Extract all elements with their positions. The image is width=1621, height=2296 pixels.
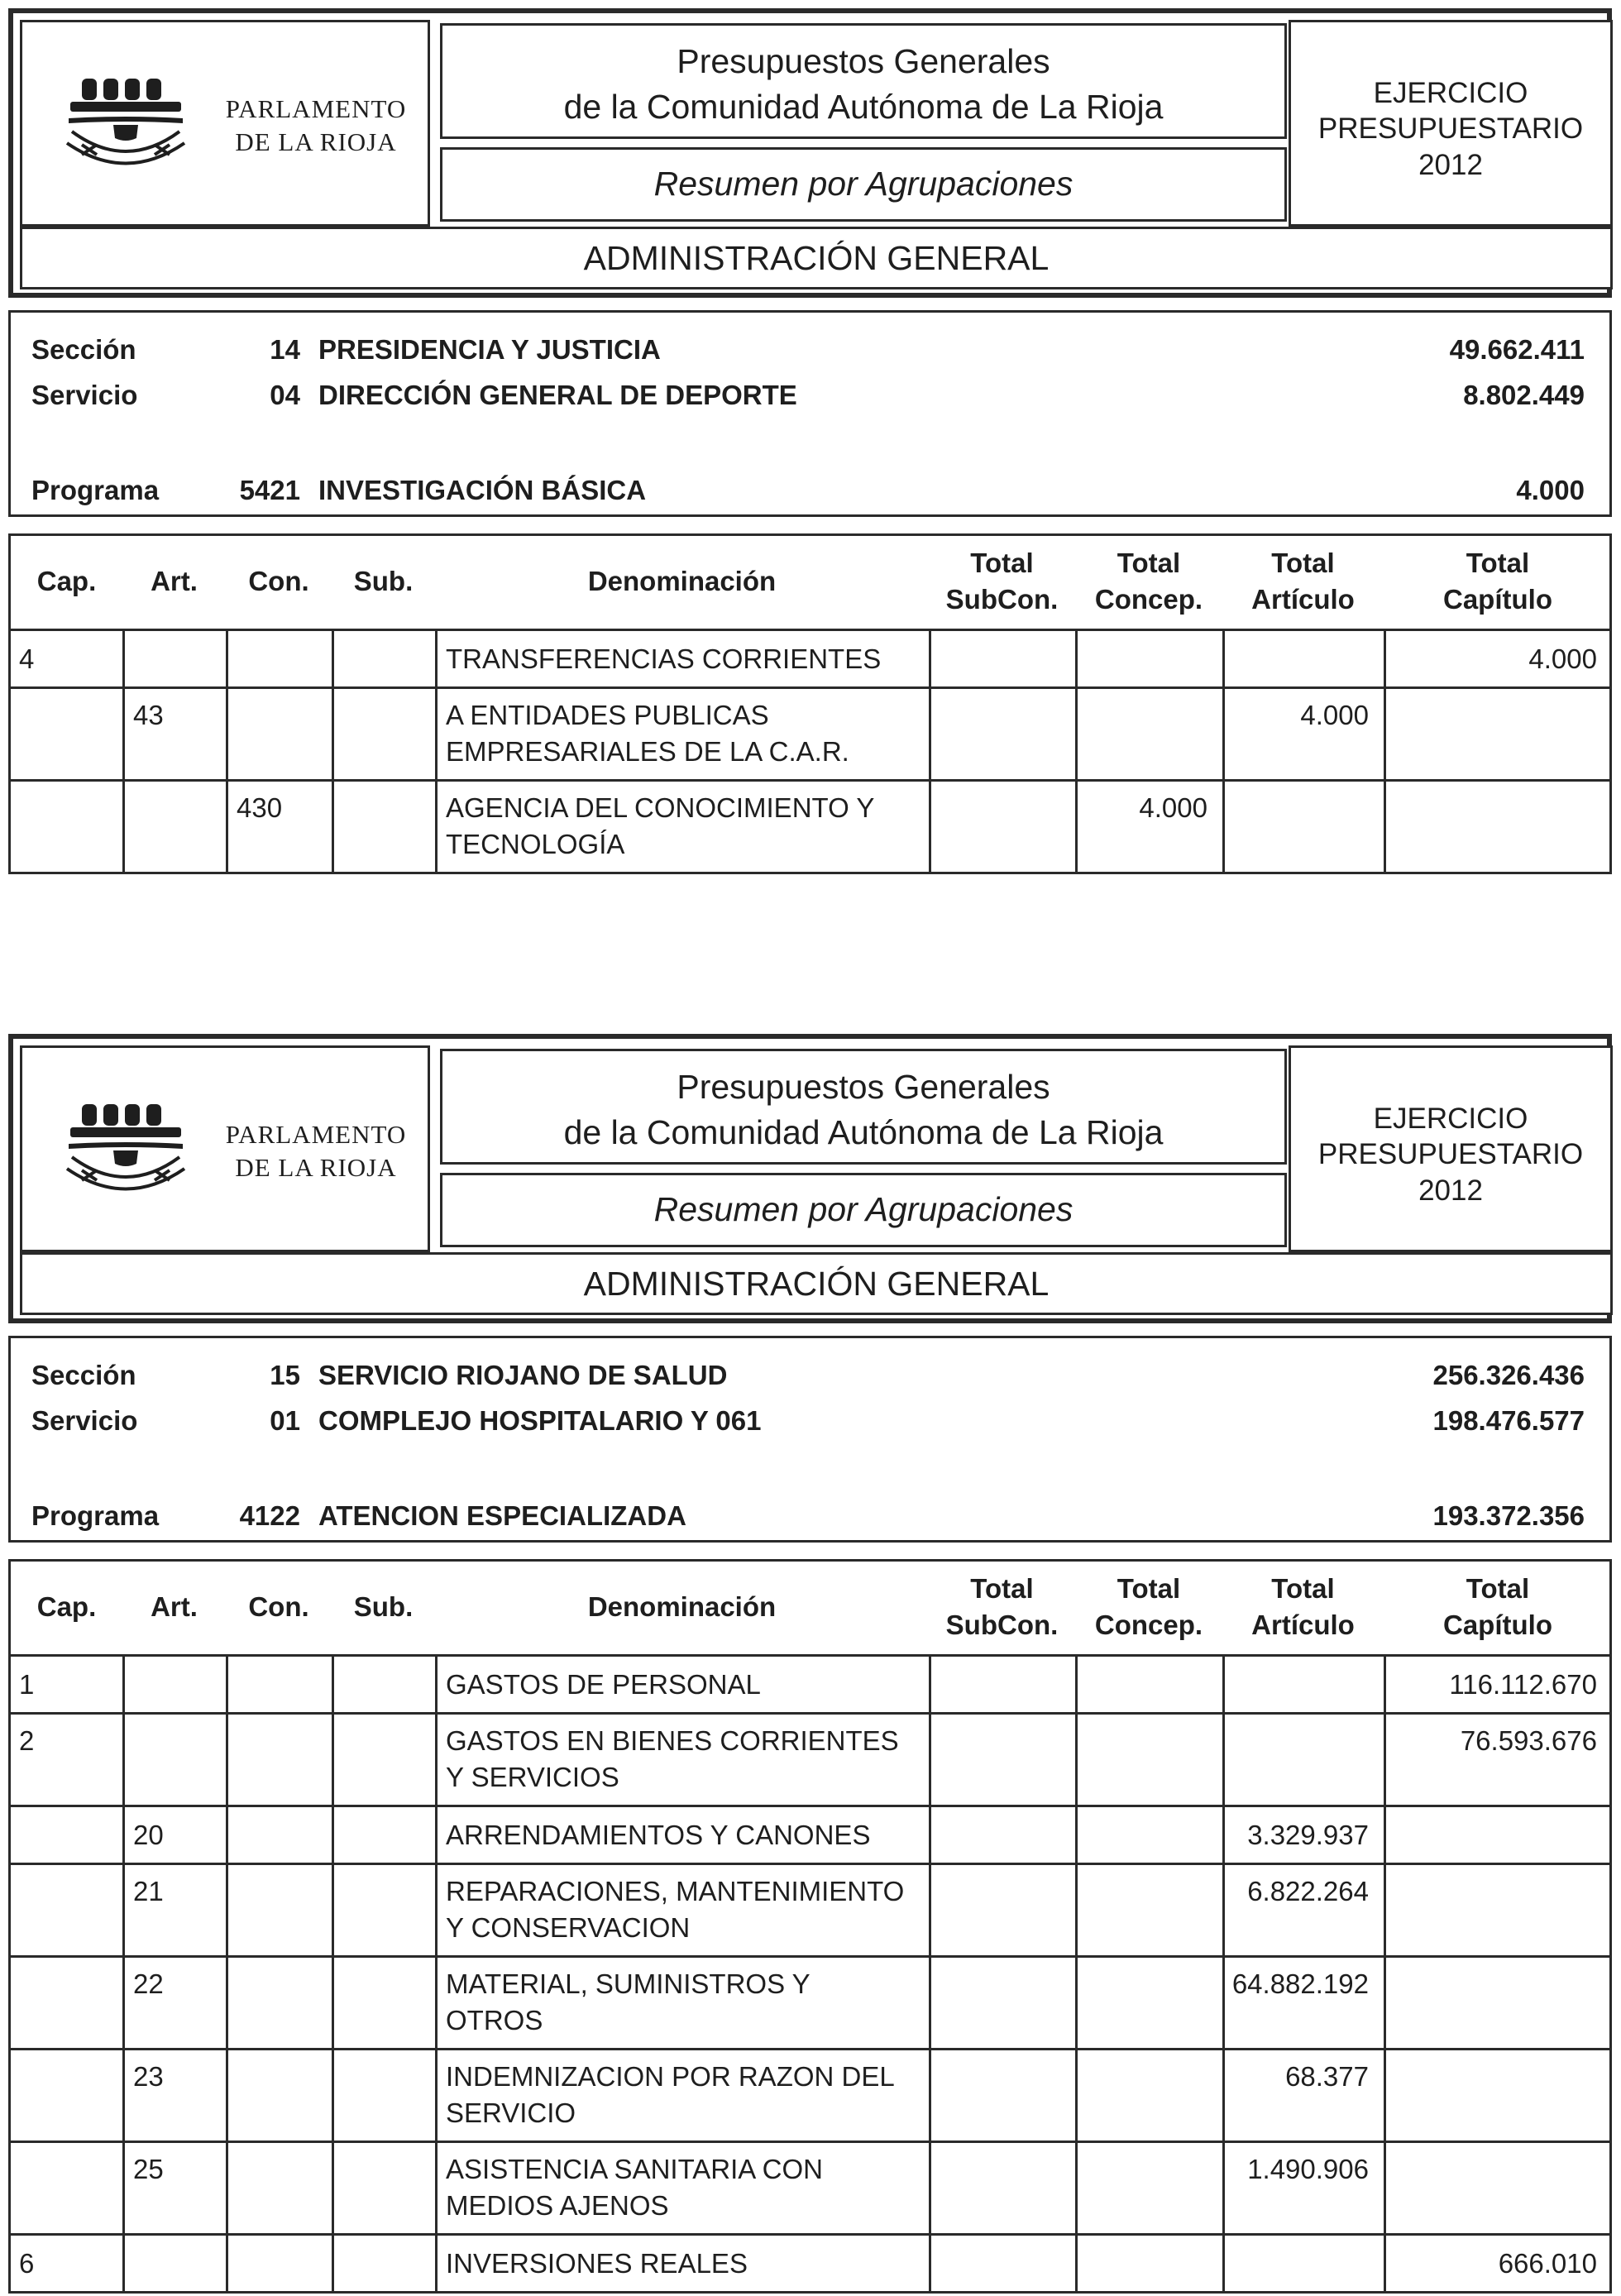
servicio-label: Servicio	[31, 1405, 138, 1436]
row-total-capitulo: 666.010	[1498, 2248, 1597, 2279]
row-denominacion-cell	[435, 1657, 929, 1712]
row-total-articulo-cell	[1222, 689, 1384, 779]
budget-block	[0, 0, 1621, 1017]
row-cap: 4	[19, 643, 35, 674]
logo-text	[200, 1118, 432, 1184]
row-denominacion-cell	[435, 2143, 929, 2233]
row-total-subcon-cell	[929, 2143, 1075, 2233]
table-row	[11, 631, 1609, 689]
row-total-articulo: 68.377	[1285, 2061, 1369, 2092]
table-row	[11, 782, 1609, 874]
row-denominacion: ARRENDAMIENTOS Y CANONES	[446, 1820, 871, 1850]
row-con-cell	[226, 1715, 332, 1805]
servicio-row	[11, 379, 1609, 412]
row-denominacion: MATERIAL, SUMINISTROS Y OTROS	[446, 1968, 810, 2035]
row-sub-cell	[332, 2143, 435, 2233]
table-header	[11, 1562, 1609, 1657]
row-total-capitulo-cell	[1384, 631, 1612, 686]
col-con	[226, 1562, 332, 1654]
col-capitulo-label: Capítulo	[1443, 584, 1552, 615]
row-art-cell	[122, 1865, 226, 1955]
col-articulo-label: Artículo	[1251, 1610, 1355, 1640]
page-header	[8, 8, 1612, 298]
ejercicio-box	[1289, 1045, 1613, 1252]
row-total-subcon-cell	[929, 1958, 1075, 2048]
programa-label: Programa	[31, 1500, 160, 1531]
row-total-subcon-cell	[929, 689, 1075, 779]
table-row	[11, 2050, 1609, 2143]
row-total-subcon-cell	[929, 2050, 1075, 2141]
col-art	[122, 1562, 226, 1654]
row-total-capitulo-cell	[1384, 1865, 1612, 1955]
seccion-name: PRESIDENCIA Y JUSTICIA	[318, 334, 661, 365]
title-box	[440, 1049, 1287, 1165]
col-total-label: Total	[1466, 1573, 1530, 1604]
seccion-code: 15	[270, 1360, 300, 1390]
row-cap-cell	[11, 1807, 122, 1863]
col-con-label: Con.	[248, 566, 309, 596]
ejercicio-year: 2012	[1418, 149, 1483, 181]
seccion-code: 14	[270, 334, 300, 365]
budget-block	[0, 1026, 1621, 2279]
row-sub-cell	[332, 1715, 435, 1805]
row-total-subcon-cell	[929, 1657, 1075, 1712]
col-total-subcon	[929, 536, 1075, 629]
row-sub-cell	[332, 1865, 435, 1955]
row-total-concep-cell	[1075, 1807, 1222, 1863]
col-total-capitulo	[1384, 1562, 1612, 1654]
programa-name: INVESTIGACIÓN BÁSICA	[318, 475, 647, 505]
row-art-cell	[122, 1958, 226, 2048]
row-denominacion: GASTOS EN BIENES CORRIENTES Y SERVICIOS	[446, 1725, 899, 1792]
row-art: 22	[133, 1968, 164, 1999]
col-art	[122, 536, 226, 629]
row-con-cell	[226, 2143, 332, 2233]
col-cap	[11, 536, 122, 629]
row-total-capitulo-cell	[1384, 1715, 1612, 1805]
logo-text	[200, 93, 432, 159]
ejercicio-year: 2012	[1418, 1174, 1483, 1207]
section-info	[8, 1336, 1612, 1543]
row-sub-cell	[332, 2236, 435, 2291]
row-cap-cell	[11, 1715, 122, 1805]
servicio-code: 01	[270, 1405, 300, 1436]
row-art-cell	[122, 782, 226, 872]
row-art-cell	[122, 2050, 226, 2141]
servicio-amount: 198.476.577	[1432, 1405, 1585, 1436]
row-cap-cell	[11, 1865, 122, 1955]
servicio-name: DIRECCIÓN GENERAL DE DEPORTE	[318, 380, 797, 410]
row-total-articulo: 4.000	[1300, 700, 1369, 730]
table-row	[11, 1657, 1609, 1715]
administracion-label: ADMINISTRACIÓN GENERAL	[583, 239, 1050, 277]
col-cap-label: Cap.	[36, 566, 97, 596]
row-con-cell	[226, 1958, 332, 2048]
programa-code: 4122	[239, 1500, 300, 1531]
col-concep-label: Concep.	[1094, 1610, 1203, 1640]
row-cap-cell	[11, 1958, 122, 2048]
row-con-cell	[226, 1657, 332, 1712]
row-denominacion: TRANSFERENCIAS CORRIENTES	[446, 643, 882, 674]
row-denominacion-cell	[435, 689, 929, 779]
col-con	[226, 536, 332, 629]
row-con-cell	[226, 631, 332, 686]
table-row	[11, 2236, 1609, 2294]
row-denominacion: INDEMNIZACION POR RAZON DEL SERVICIO	[446, 2061, 895, 2128]
ejercicio-line-2: PRESUPUESTARIO	[1317, 112, 1584, 145]
subtitle: Resumen por Agrupaciones	[653, 165, 1073, 203]
logo-line-1: PARLAMENTO	[225, 94, 407, 123]
row-denominacion: REPARACIONES, MANTENIMIENTO Y CONSERVACION	[446, 1876, 905, 1943]
title-line-2: de la Comunidad Autónoma de La Rioja	[563, 88, 1164, 126]
row-total-capitulo-cell	[1384, 2143, 1612, 2233]
col-total-label: Total	[970, 548, 1034, 578]
row-total-articulo-cell	[1222, 1807, 1384, 1863]
seccion-row	[11, 333, 1609, 366]
row-total-subcon-cell	[929, 1715, 1075, 1805]
seccion-name: SERVICIO RIOJANO DE SALUD	[318, 1360, 728, 1390]
programa-label: Programa	[31, 475, 160, 505]
col-denominacion-label: Denominación	[587, 566, 777, 596]
row-total-concep-cell	[1075, 1958, 1222, 2048]
col-total-label: Total	[1117, 548, 1181, 578]
servicio-row	[11, 1404, 1609, 1437]
row-total-capitulo-cell	[1384, 1807, 1612, 1863]
col-sub-label: Sub.	[353, 1591, 414, 1622]
row-total-concep-cell	[1075, 782, 1222, 872]
logo-line-2: DE LA RIOJA	[235, 1153, 397, 1182]
col-total-subcon	[929, 1562, 1075, 1654]
row-art: 20	[133, 1820, 164, 1850]
row-total-articulo: 64.882.192	[1231, 1968, 1369, 1999]
col-art-label: Art.	[151, 566, 198, 596]
logo-box	[20, 1045, 430, 1252]
col-total-label: Total	[970, 1573, 1034, 1604]
row-con-cell	[226, 2236, 332, 2291]
col-sub-label: Sub.	[353, 566, 414, 596]
servicio-code: 04	[270, 380, 300, 410]
row-con-cell	[226, 2050, 332, 2141]
row-denominacion-cell	[435, 782, 929, 872]
row-art-cell	[122, 1807, 226, 1863]
row-total-articulo: 6.822.264	[1247, 1876, 1369, 1906]
title-box	[440, 23, 1287, 139]
row-denominacion-cell	[435, 1807, 929, 1863]
subtitle-box	[440, 147, 1287, 222]
row-total-capitulo: 116.112.670	[1449, 1669, 1597, 1700]
row-cap: 1	[19, 1669, 35, 1700]
table-row	[11, 689, 1609, 782]
row-sub-cell	[332, 1657, 435, 1712]
ejercicio-line-1: EJERCICIO	[1373, 77, 1528, 109]
col-total-capitulo	[1384, 536, 1612, 629]
row-total-capitulo-cell	[1384, 1657, 1612, 1712]
row-sub-cell	[332, 1807, 435, 1863]
col-subcon-label: SubCon.	[945, 584, 1059, 615]
table-row	[11, 1807, 1609, 1865]
seccion-amount: 49.662.411	[1449, 334, 1585, 365]
row-total-capitulo: 76.593.676	[1460, 1725, 1597, 1756]
logo-box	[20, 20, 430, 227]
row-total-subcon-cell	[929, 1807, 1075, 1863]
row-cap: 6	[19, 2248, 35, 2279]
row-art-cell	[122, 2143, 226, 2233]
servicio-amount: 8.802.449	[1463, 380, 1585, 410]
row-total-articulo-cell	[1222, 1657, 1384, 1712]
row-sub-cell	[332, 2050, 435, 2141]
programa-code: 5421	[239, 475, 300, 505]
row-cap: 2	[19, 1725, 35, 1756]
row-total-articulo-cell	[1222, 1958, 1384, 2048]
row-sub-cell	[332, 1958, 435, 2048]
title-line-2: de la Comunidad Autónoma de La Rioja	[563, 1113, 1164, 1151]
row-con: 430	[237, 792, 283, 823]
row-total-capitulo-cell	[1384, 689, 1612, 779]
row-con-cell	[226, 782, 332, 872]
administracion-box	[20, 1252, 1613, 1315]
col-total-concep	[1075, 536, 1222, 629]
row-total-capitulo-cell	[1384, 782, 1612, 872]
seccion-label: Sección	[31, 334, 136, 365]
col-articulo-label: Artículo	[1251, 584, 1355, 615]
col-total-label: Total	[1466, 548, 1530, 578]
row-total-concep: 4.000	[1139, 792, 1207, 823]
col-denominacion-label: Denominación	[587, 1591, 777, 1622]
row-denominacion-cell	[435, 2050, 929, 2141]
administracion-label: ADMINISTRACIÓN GENERAL	[583, 1265, 1050, 1303]
row-denominacion: INVERSIONES REALES	[446, 2248, 748, 2279]
ejercicio-line-2: PRESUPUESTARIO	[1317, 1138, 1584, 1170]
col-con-label: Con.	[248, 1591, 309, 1622]
row-cap-cell	[11, 2050, 122, 2141]
ejercicio-box	[1289, 20, 1613, 227]
row-total-concep-cell	[1075, 631, 1222, 686]
administracion-box	[20, 227, 1613, 289]
row-art: 43	[133, 700, 164, 730]
table-row	[11, 1958, 1609, 2050]
row-denominacion: AGENCIA DEL CONOCIMIENTO Y TECNOLOGÍA	[446, 792, 875, 859]
table-body	[11, 631, 1609, 874]
col-total-label: Total	[1271, 548, 1335, 578]
row-art: 21	[133, 1876, 164, 1906]
row-denominacion: GASTOS DE PERSONAL	[446, 1669, 761, 1700]
row-denominacion-cell	[435, 2236, 929, 2291]
row-denominacion-cell	[435, 631, 929, 686]
col-art-label: Art.	[151, 1591, 198, 1622]
col-sub	[332, 1562, 435, 1654]
row-total-concep-cell	[1075, 2236, 1222, 2291]
row-art-cell	[122, 631, 226, 686]
subtitle: Resumen por Agrupaciones	[653, 1190, 1073, 1228]
row-cap-cell	[11, 2143, 122, 2233]
col-sub	[332, 536, 435, 629]
col-total-articulo	[1222, 1562, 1384, 1654]
servicio-label: Servicio	[31, 380, 138, 410]
row-total-capitulo: 4.000	[1528, 643, 1597, 674]
table-row	[11, 2143, 1609, 2236]
row-total-articulo-cell	[1222, 1715, 1384, 1805]
row-total-subcon-cell	[929, 782, 1075, 872]
row-art-cell	[122, 1715, 226, 1805]
row-total-capitulo-cell	[1384, 1958, 1612, 2048]
col-denominacion	[435, 1562, 929, 1654]
col-denominacion	[435, 536, 929, 629]
row-art-cell	[122, 1657, 226, 1712]
row-total-concep-cell	[1075, 689, 1222, 779]
row-art: 25	[133, 2154, 164, 2184]
col-cap	[11, 1562, 122, 1654]
row-total-concep-cell	[1075, 1657, 1222, 1712]
programa-amount: 4.000	[1516, 475, 1585, 505]
col-total-label: Total	[1117, 1573, 1181, 1604]
row-denominacion-cell	[435, 1958, 929, 2048]
budget-table	[8, 533, 1612, 874]
row-total-capitulo-cell	[1384, 2050, 1612, 2141]
row-denominacion-cell	[435, 1865, 929, 1955]
row-sub-cell	[332, 631, 435, 686]
ejercicio-line-1: EJERCICIO	[1373, 1103, 1528, 1135]
logo-line-1: PARLAMENTO	[225, 1120, 407, 1149]
row-total-capitulo-cell	[1384, 2236, 1612, 2291]
row-art-cell	[122, 2236, 226, 2291]
section-info	[8, 310, 1612, 517]
row-total-concep-cell	[1075, 2143, 1222, 2233]
row-con-cell	[226, 689, 332, 779]
title-line-1: Presupuestos Generales	[677, 42, 1050, 80]
col-total-label: Total	[1271, 1573, 1335, 1604]
row-total-subcon-cell	[929, 2236, 1075, 2291]
row-total-subcon-cell	[929, 631, 1075, 686]
col-total-concep	[1075, 1562, 1222, 1654]
row-denominacion-cell	[435, 1715, 929, 1805]
row-total-articulo-cell	[1222, 631, 1384, 686]
servicio-name: COMPLEJO HOSPITALARIO Y 061	[318, 1405, 762, 1436]
seccion-label: Sección	[31, 1360, 136, 1390]
row-denominacion: ASISTENCIA SANITARIA CON MEDIOS AJENOS	[446, 2154, 823, 2221]
row-denominacion: A ENTIDADES PUBLICAS EMPRESARIALES DE LA C.A.R.	[446, 700, 849, 767]
row-total-concep-cell	[1075, 1715, 1222, 1805]
title-line-1: Presupuestos Generales	[677, 1068, 1050, 1106]
row-cap-cell	[11, 689, 122, 779]
programa-name: ATENCION ESPECIALIZADA	[318, 1500, 686, 1531]
budget-table	[8, 1559, 1612, 2294]
row-cap-cell	[11, 782, 122, 872]
col-concep-label: Concep.	[1094, 584, 1203, 615]
row-total-concep-cell	[1075, 1865, 1222, 1955]
col-cap-label: Cap.	[36, 1591, 97, 1622]
seccion-row	[11, 1359, 1609, 1392]
row-cap-cell	[11, 631, 122, 686]
row-total-articulo: 1.490.906	[1247, 2154, 1369, 2184]
row-total-articulo-cell	[1222, 2143, 1384, 2233]
table-header	[11, 536, 1609, 631]
row-art: 23	[133, 2061, 164, 2092]
col-subcon-label: SubCon.	[945, 1610, 1059, 1640]
row-total-articulo-cell	[1222, 2236, 1384, 2291]
col-total-articulo	[1222, 536, 1384, 629]
row-sub-cell	[332, 689, 435, 779]
row-art-cell	[122, 689, 226, 779]
row-total-subcon-cell	[929, 1865, 1075, 1955]
row-total-articulo-cell	[1222, 782, 1384, 872]
row-cap-cell	[11, 1657, 122, 1712]
subtitle-box	[440, 1173, 1287, 1247]
table-row	[11, 1715, 1609, 1807]
seccion-amount: 256.326.436	[1432, 1360, 1585, 1390]
parliament-logo-icon	[64, 1089, 188, 1197]
col-capitulo-label: Capítulo	[1443, 1610, 1552, 1640]
table-row	[11, 1865, 1609, 1958]
programa-row	[11, 474, 1609, 507]
row-total-concep-cell	[1075, 2050, 1222, 2141]
parliament-logo-icon	[64, 64, 188, 171]
row-total-articulo-cell	[1222, 2050, 1384, 2141]
programa-row	[11, 1500, 1609, 1533]
row-con-cell	[226, 1807, 332, 1863]
table-body	[11, 1657, 1609, 2294]
row-total-articulo: 3.329.937	[1247, 1820, 1369, 1850]
programa-amount: 193.372.356	[1432, 1500, 1585, 1531]
row-sub-cell	[332, 782, 435, 872]
logo-line-2: DE LA RIOJA	[235, 127, 397, 156]
row-total-articulo-cell	[1222, 1865, 1384, 1955]
row-con-cell	[226, 1865, 332, 1955]
page-header	[8, 1034, 1612, 1323]
row-cap-cell	[11, 2236, 122, 2291]
